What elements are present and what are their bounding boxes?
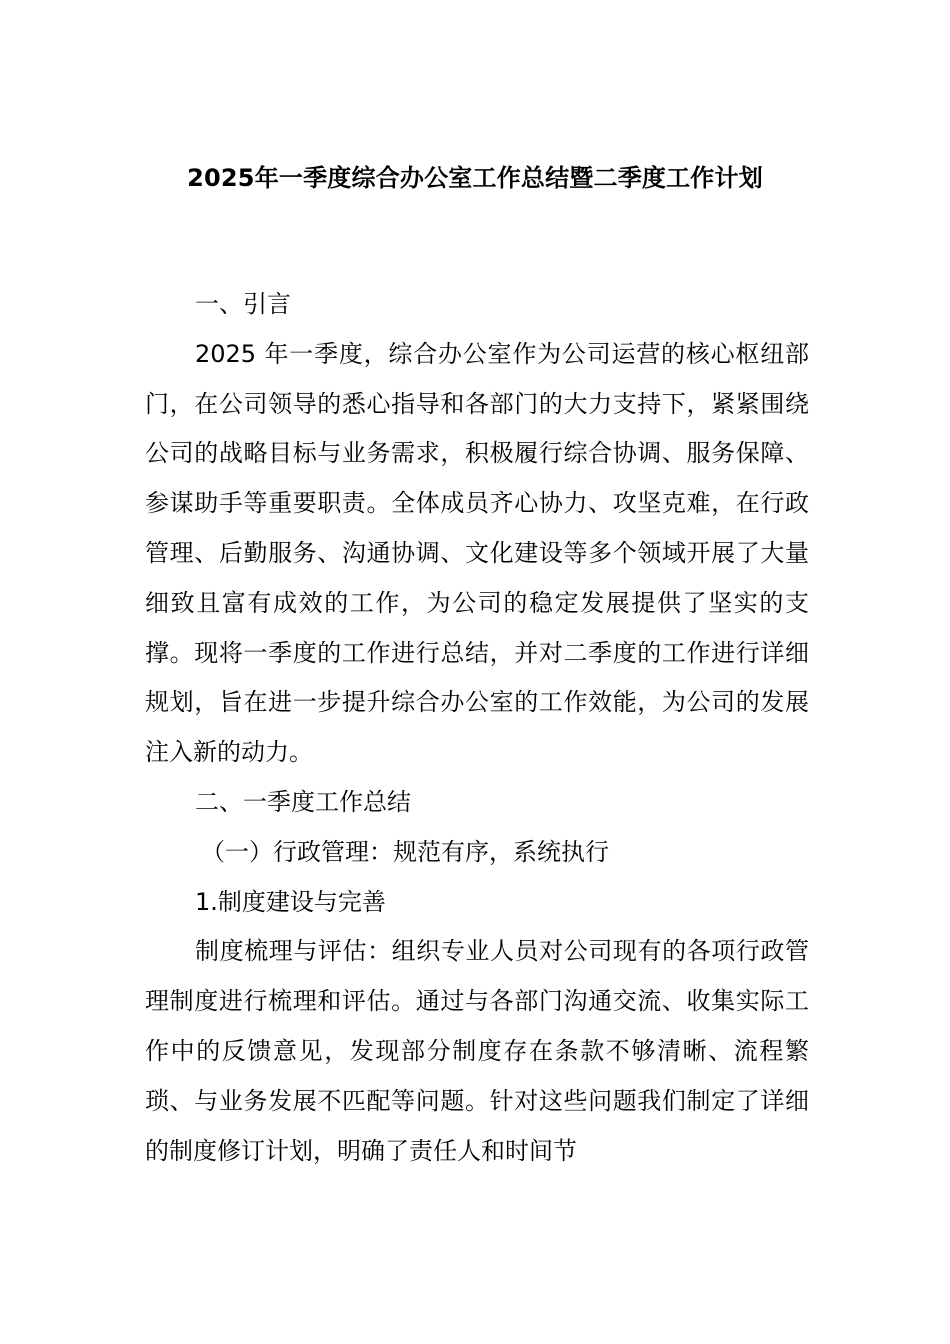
document-title: 2025年一季度综合办公室工作总结暨二季度工作计划 (187, 164, 763, 192)
subsection-heading-administration: （一）行政管理：规范有序，系统执行 (201, 837, 609, 866)
item-heading-system-building: 1.制度建设与完善 (195, 887, 386, 916)
document-body (145, 280, 809, 1176)
section-heading-q1-summary: 二、一季度工作总结 (195, 787, 411, 816)
system-review-paragraph: 制度梳理与评估：组织专业人员对公司现有的各项行政管理制度进行梳理和评估。通过与各部门沟通交流、收集实际工作中的反馈意见，发现部分制度存在条款不够清晰、流程繁琐、与业务发展不匹配等问题。针对这些问题我们制定了详细的制度修订计划，明确了责任人和时间节 (145, 937, 809, 1165)
introduction-paragraph: 2025 年一季度，综合办公室作为公司运营的核心枢纽部门，在公司领导的悉心指导和各部门的大力支持下，紧紧围绕公司的战略目标与业务需求，积极履行综合协调、服务保障、参谋助手等重要职责。全体成员齐心协力、攻坚克难，在行政管理、后勤服务、沟通协调、文化建设等多个领域开展了大量细致且富有成效的工作，为公司的稳定发展提供了坚实的支撑。现将一季度的工作进行总结，并对二季度的工作进行详细规划，旨在进一步提升综合办公室的工作效能，为公司的发展注入新的动力。 (145, 339, 809, 767)
section-heading-introduction: 一、引言 (195, 290, 291, 318)
